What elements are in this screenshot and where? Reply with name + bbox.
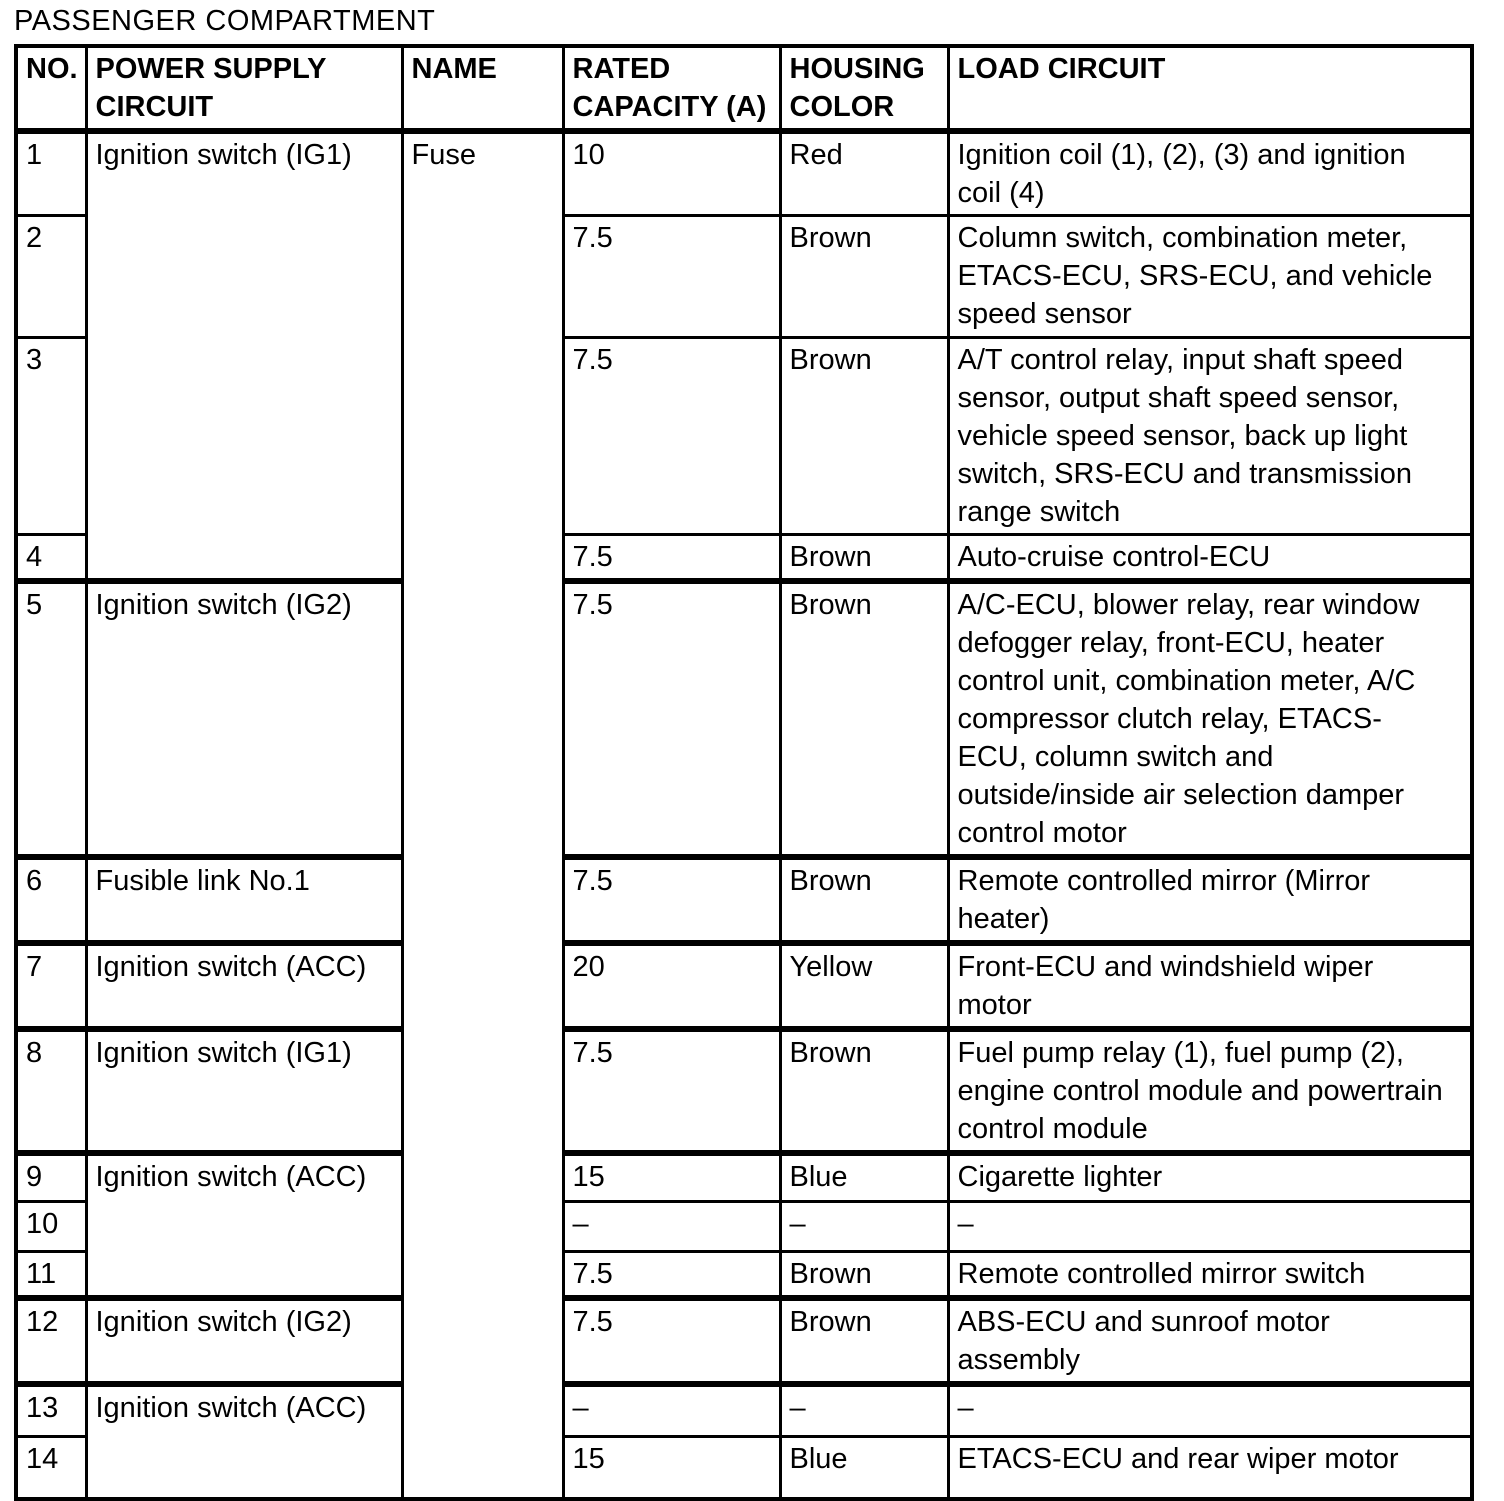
cell-power-supply-circuit: Ignition switch (ACC)	[86, 943, 402, 1029]
column-header-load-circuit: LOAD CIRCUIT	[948, 46, 1472, 131]
cell-load-circuit: Remote controlled mirror (Mirror heater)	[948, 857, 1472, 943]
cell-load-circuit: Front-ECU and windshield wiper motor	[948, 943, 1472, 1029]
cell-no: 7	[16, 943, 86, 1029]
column-header-power-supply-circuit: POWER SUPPLY CIRCUIT	[86, 46, 402, 131]
table-row	[16, 1298, 1472, 1384]
cell-no: 4	[16, 535, 86, 582]
table-row	[16, 857, 1472, 943]
cell-load-circuit: –	[948, 1384, 1472, 1436]
cell-power-supply-circuit: Ignition switch (ACC)	[86, 1384, 402, 1499]
cell-rated-capacity: 7.5	[563, 535, 780, 582]
cell-load-circuit: Auto-cruise control-ECU	[948, 535, 1472, 582]
cell-housing-color: Blue	[780, 1436, 948, 1499]
cell-no: 6	[16, 857, 86, 943]
cell-rated-capacity: 15	[563, 1436, 780, 1499]
cell-housing-color: Brown	[780, 1029, 948, 1153]
cell-no: 3	[16, 338, 86, 535]
fuse-table-body	[16, 131, 1472, 1499]
cell-load-circuit: ETACS-ECU and rear wiper motor	[948, 1436, 1472, 1499]
cell-housing-color: –	[780, 1201, 948, 1251]
cell-rated-capacity: 7.5	[563, 1029, 780, 1153]
cell-housing-color: Brown	[780, 857, 948, 943]
table-row	[16, 581, 1472, 857]
cell-power-supply-circuit: Fusible link No.1	[86, 857, 402, 943]
cell-rated-capacity: –	[563, 1384, 780, 1436]
table-row	[16, 1029, 1472, 1153]
cell-rated-capacity: 7.5	[563, 581, 780, 857]
column-header-rated-capacity: RATED CAPACITY (A)	[563, 46, 780, 131]
cell-housing-color: Brown	[780, 338, 948, 535]
cell-no: 12	[16, 1298, 86, 1384]
cell-rated-capacity: 7.5	[563, 857, 780, 943]
cell-housing-color: Blue	[780, 1153, 948, 1201]
cell-no: 8	[16, 1029, 86, 1153]
column-header-housing-color: HOUSING COLOR	[780, 46, 948, 131]
cell-load-circuit: A/C-ECU, blower relay, rear window defogger relay, front-ECU, heater control unit, combination meter, A/C compressor clutch relay, ETACS-ECU, column switch and outside/inside air selection damper control motor	[948, 581, 1472, 857]
page-title: PASSENGER COMPARTMENT	[14, 5, 436, 37]
cell-load-circuit: Fuel pump relay (1), fuel pump (2), engine control module and powertrain control module	[948, 1029, 1472, 1153]
cell-housing-color: Brown	[780, 581, 948, 857]
table-row	[16, 1384, 1472, 1436]
cell-rated-capacity: 15	[563, 1153, 780, 1201]
cell-no: 5	[16, 581, 86, 857]
table-row	[16, 943, 1472, 1029]
cell-rated-capacity: 7.5	[563, 216, 780, 338]
cell-housing-color: Brown	[780, 535, 948, 582]
column-header-name: NAME	[402, 46, 563, 131]
cell-load-circuit: Remote controlled mirror switch	[948, 1251, 1472, 1298]
cell-housing-color: Brown	[780, 1298, 948, 1384]
cell-power-supply-circuit: Ignition switch (IG1)	[86, 131, 402, 581]
cell-rated-capacity: –	[563, 1201, 780, 1251]
cell-housing-color: Brown	[780, 1251, 948, 1298]
cell-power-supply-circuit: Ignition switch (ACC)	[86, 1153, 402, 1298]
table-row	[16, 1153, 1472, 1201]
cell-no: 14	[16, 1436, 86, 1499]
cell-power-supply-circuit: Ignition switch (IG1)	[86, 1029, 402, 1153]
cell-rated-capacity: 10	[563, 131, 780, 216]
cell-housing-color: Brown	[780, 216, 948, 338]
cell-no: 10	[16, 1201, 86, 1251]
cell-rated-capacity: 20	[563, 943, 780, 1029]
header-row	[16, 46, 1472, 131]
cell-housing-color: Red	[780, 131, 948, 216]
cell-no: 13	[16, 1384, 86, 1436]
cell-no: 1	[16, 131, 86, 216]
cell-rated-capacity: 7.5	[563, 338, 780, 535]
cell-load-circuit: ABS-ECU and sunroof motor assembly	[948, 1298, 1472, 1384]
cell-no: 11	[16, 1251, 86, 1298]
cell-rated-capacity: 7.5	[563, 1298, 780, 1384]
fuse-table	[14, 44, 1474, 1501]
cell-load-circuit: A/T control relay, input shaft speed sensor, output shaft speed sensor, vehicle speed sensor, back up light switch, SRS-ECU and transmission range switch	[948, 338, 1472, 535]
cell-no: 9	[16, 1153, 86, 1201]
cell-load-circuit: Cigarette lighter	[948, 1153, 1472, 1201]
cell-housing-color: Yellow	[780, 943, 948, 1029]
column-header-no: NO.	[16, 46, 86, 131]
cell-load-circuit: –	[948, 1201, 1472, 1251]
cell-power-supply-circuit: Ignition switch (IG2)	[86, 581, 402, 857]
cell-housing-color: –	[780, 1384, 948, 1436]
cell-name: Fuse	[402, 131, 563, 1499]
cell-load-circuit: Column switch, combination meter, ETACS-ECU, SRS-ECU, and vehicle speed sensor	[948, 216, 1472, 338]
table-row	[16, 131, 1472, 216]
cell-no: 2	[16, 216, 86, 338]
cell-power-supply-circuit: Ignition switch (IG2)	[86, 1298, 402, 1384]
cell-rated-capacity: 7.5	[563, 1251, 780, 1298]
cell-load-circuit: Ignition coil (1), (2), (3) and ignition coil (4)	[948, 131, 1472, 216]
